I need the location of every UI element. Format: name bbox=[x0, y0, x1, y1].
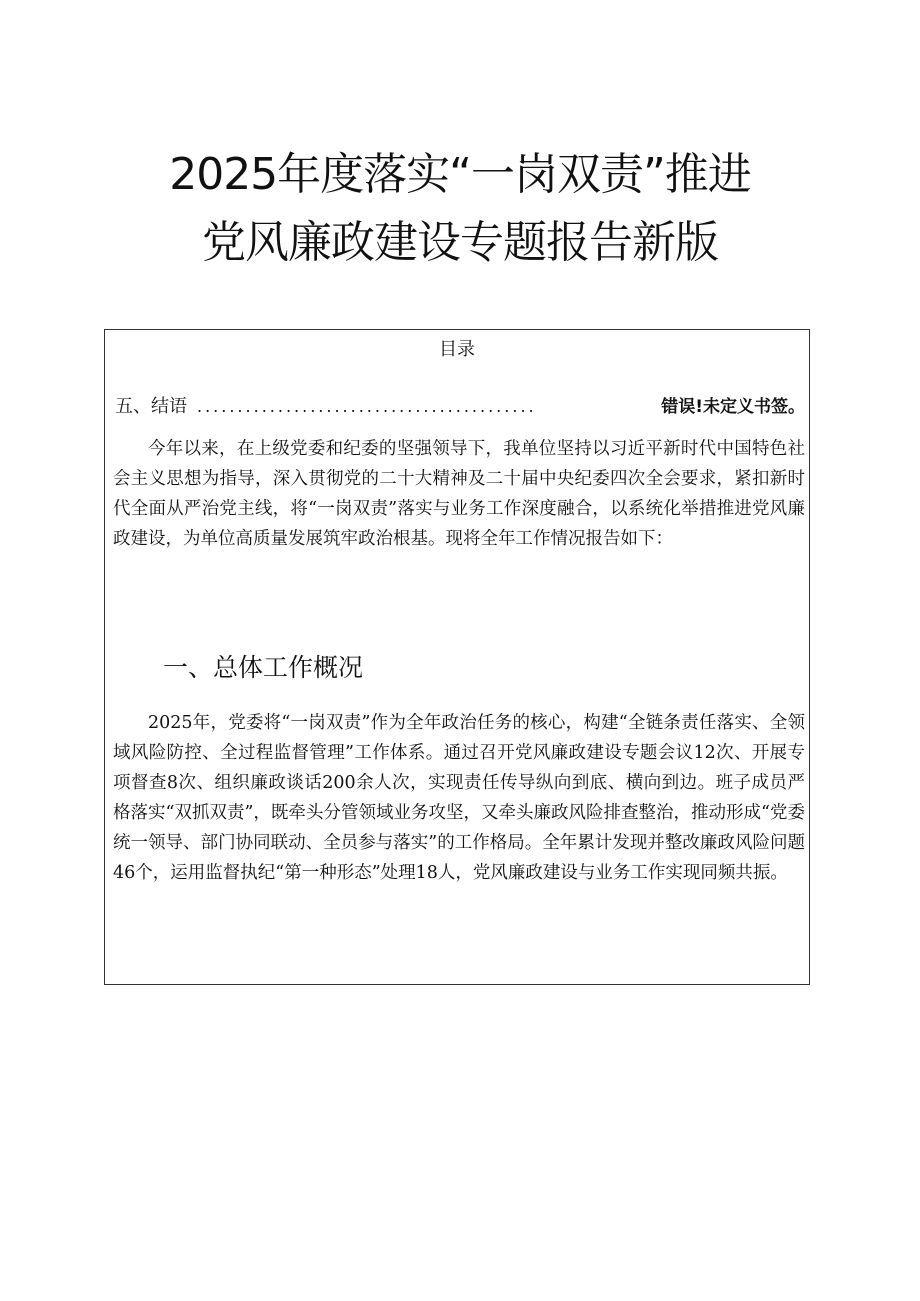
intro-paragraph: 今年以来，在上级党委和纪委的坚强领导下，我单位坚持以习近平新时代中国特色社会主义思想为指导，深入贯彻党的二十大精神及二十届中央纪委四次全会要求，紧扣新时代全面从严治党主线，将“一岗双责”落实与业务工作深度融合，以系统化举措推进党风廉政建设，为单位高质量发展筑牢政治根基。现将全年工作情况报告如下： bbox=[113, 439, 805, 549]
content-frame bbox=[104, 329, 810, 985]
overview-paragraph: 2025年，党委将“一岗双责”作为全年政治任务的核心，构建“全链条责任落实、全领域风险防控、全过程监督管理”工作体系。通过召开党风廉政建设专题会议12次、开展专项督查8次、组织廉政谈话200余人次，实现责任传导纵向到底、横向到边。班子成员严格落实“双抓双责”，既牵头分管领域业务攻坚，又牵头廉政风险排查整治，推动形成“党委统一领导、部门协同联动、全员参与落实”的工作格局。全年累计发现并整改廉政风险问题46个，运用监督执纪“第一种形态”处理18人，党风廉政建设与业务工作实现同频共振。 bbox=[113, 713, 805, 883]
toc-entry-leader-dots: .......................................... bbox=[197, 397, 537, 416]
toc-entry-label: 五、结语 bbox=[115, 396, 187, 417]
toc-entry-page-ref: 错误!未定义书签。 bbox=[661, 397, 805, 417]
document-title-line-2: 党风廉政建设专题报告新版 bbox=[202, 217, 718, 268]
document-title-line-1: 2025年度落实“一岗双责”推进 bbox=[169, 149, 751, 200]
toc-entry-conclusion[interactable] bbox=[115, 392, 805, 422]
toc-heading: 目录 bbox=[439, 339, 475, 360]
section-heading-overview: 一、总体工作概况 bbox=[163, 653, 364, 682]
